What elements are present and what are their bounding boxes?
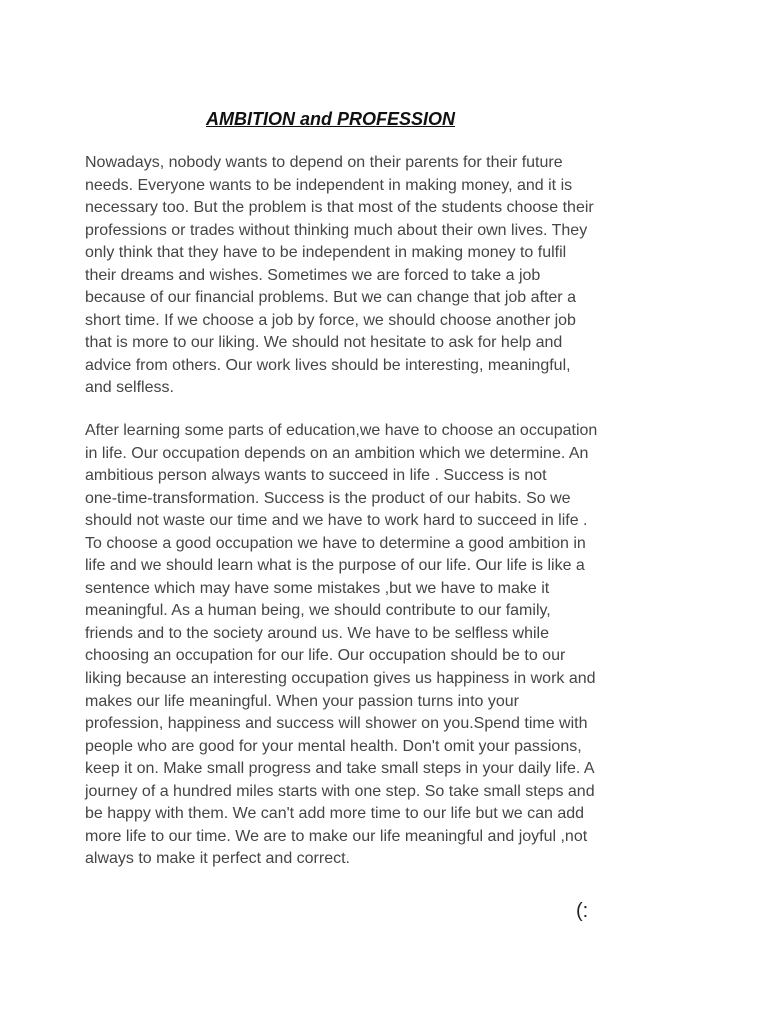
paragraph-line: professions or trades without thinking much about their own lives. They [85, 221, 588, 239]
paragraph-line: choosing an occupation for our life. Our occupation should be to our [85, 647, 566, 665]
paragraph-line: needs. Everyone wants to be independent in making money, and it is [85, 176, 573, 194]
paragraph-line: always to make it perfect and correct. [85, 850, 350, 868]
paragraph-line: meaningful. As a human being, we should contribute to our family, [85, 602, 551, 620]
closing-emoticon: (: [576, 900, 589, 922]
paragraph-line: advice from others. Our work lives should be interesting, meaningful, [85, 356, 571, 374]
paragraph-line: necessary too. But the problem is that most of the students choose their [85, 199, 594, 217]
paragraph-line: that is more to our liking. We should not hesitate to ask for help and [85, 334, 563, 352]
document-title: AMBITION and PROFESSION [206, 109, 456, 129]
paragraph-line: in life. Our occupation depends on an ambition which we determine. An [85, 444, 589, 462]
paragraph-line: because of our financial problems. But we can change that job after a [85, 289, 576, 307]
paragraph-line: To choose a good occupation we have to determine a good ambition in [85, 534, 586, 552]
paragraph-line: liking because an interesting occupation gives us happiness in work and [85, 670, 596, 688]
paragraph-2 [85, 420, 597, 871]
paragraph-line: journey of a hundred miles starts with one step. So take small steps and [85, 782, 595, 800]
paragraph-line: their dreams and wishes. Sometimes we are forced to take a job [85, 266, 541, 284]
paragraph-line: friends and to the society around us. We have to be selfless while [85, 624, 549, 642]
paragraph-line: short time. If we choose a job by force, we should choose another job [85, 311, 576, 329]
paragraph-line: After learning some parts of education,we have to choose an occupation [85, 422, 598, 439]
paragraph-line: people who are good for your mental health. Don't omit your passions, [85, 737, 582, 755]
paragraph-line: and selfless. [85, 379, 174, 397]
paragraph-line: only think that they have to be independent in making money to fulfil [85, 244, 567, 262]
paragraph-1 [85, 152, 594, 400]
paragraph-line: life and we should learn what is the purpose of our life. Our life is like a [85, 557, 585, 575]
paragraph-line: should not waste our time and we have to work hard to succeed in life . [85, 512, 588, 530]
paragraph-line: one-time-transformation. Success is the product of our habits. So we [85, 489, 571, 507]
paragraph-line: makes our life meaningful. When your passion turns into your [85, 692, 519, 710]
paragraph-line: keep it on. Make small progress and take small steps in your daily life. A [85, 760, 595, 778]
paragraph-line: be happy with them. We can't add more time to our life but we can add [85, 805, 585, 823]
paragraph-line: profession, happiness and success will shower on you.Spend time with [85, 715, 588, 733]
paragraph-line: ambitious person always wants to succeed in life . Success is not [85, 467, 547, 485]
paragraph-line: more life to our time. We are to make our life meaningful and joyful ,not [85, 827, 588, 845]
paragraph-line: Nowadays, nobody wants to depend on their parents for their future [85, 154, 563, 171]
paragraph-line: sentence which may have some mistakes ,but we have to make it [85, 579, 550, 597]
